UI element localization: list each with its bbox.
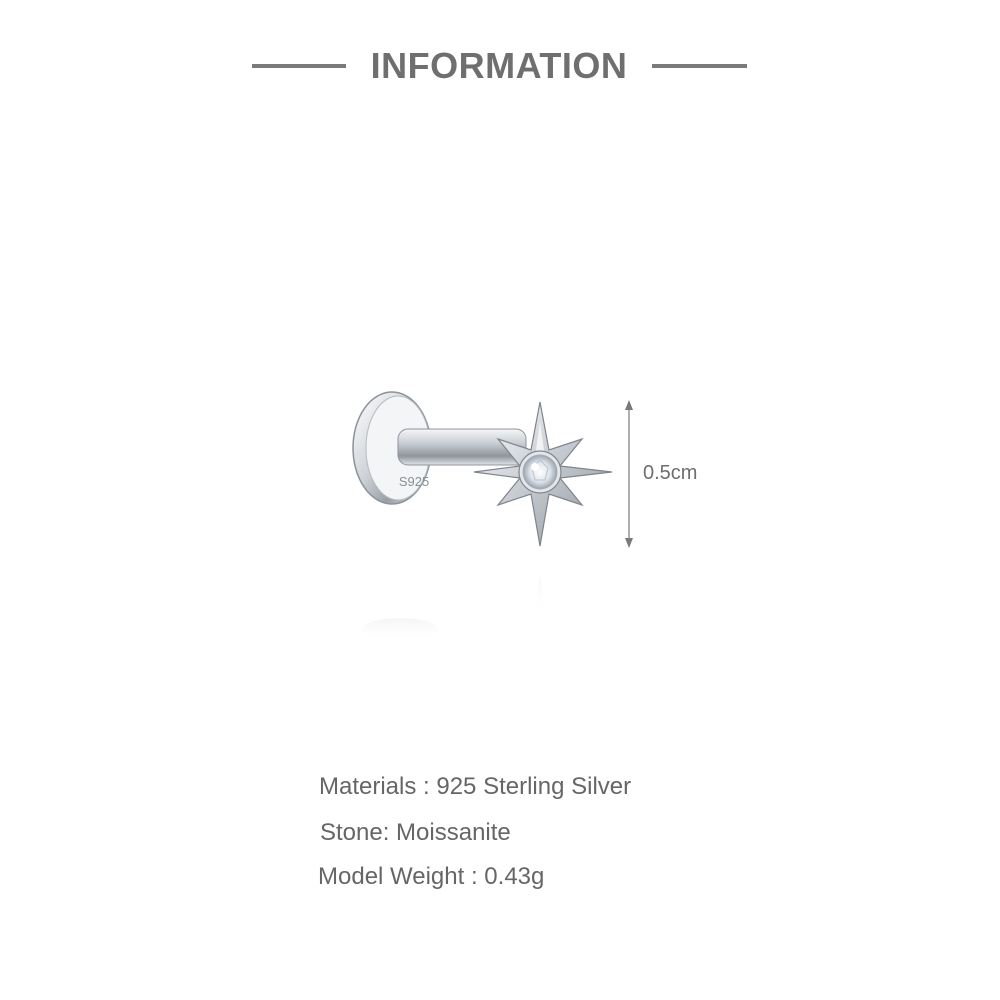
header-rule-right: [652, 64, 747, 68]
product-reflection: [362, 575, 545, 642]
s925-stamp: S925: [398, 474, 430, 489]
earring-image: [340, 380, 660, 680]
page-title: INFORMATION: [370, 45, 628, 86]
dimension-label: 0.5cm: [643, 462, 698, 484]
spec-stone: Stone: Moissanite: [320, 819, 511, 846]
spec-materials: Materials : 925 Sterling Silver: [319, 773, 632, 800]
header-rule-left: [252, 64, 346, 68]
spec-weight: Model Weight : 0.43g: [318, 863, 545, 890]
dimension-arrow: [625, 400, 633, 548]
star-top: [474, 402, 612, 546]
